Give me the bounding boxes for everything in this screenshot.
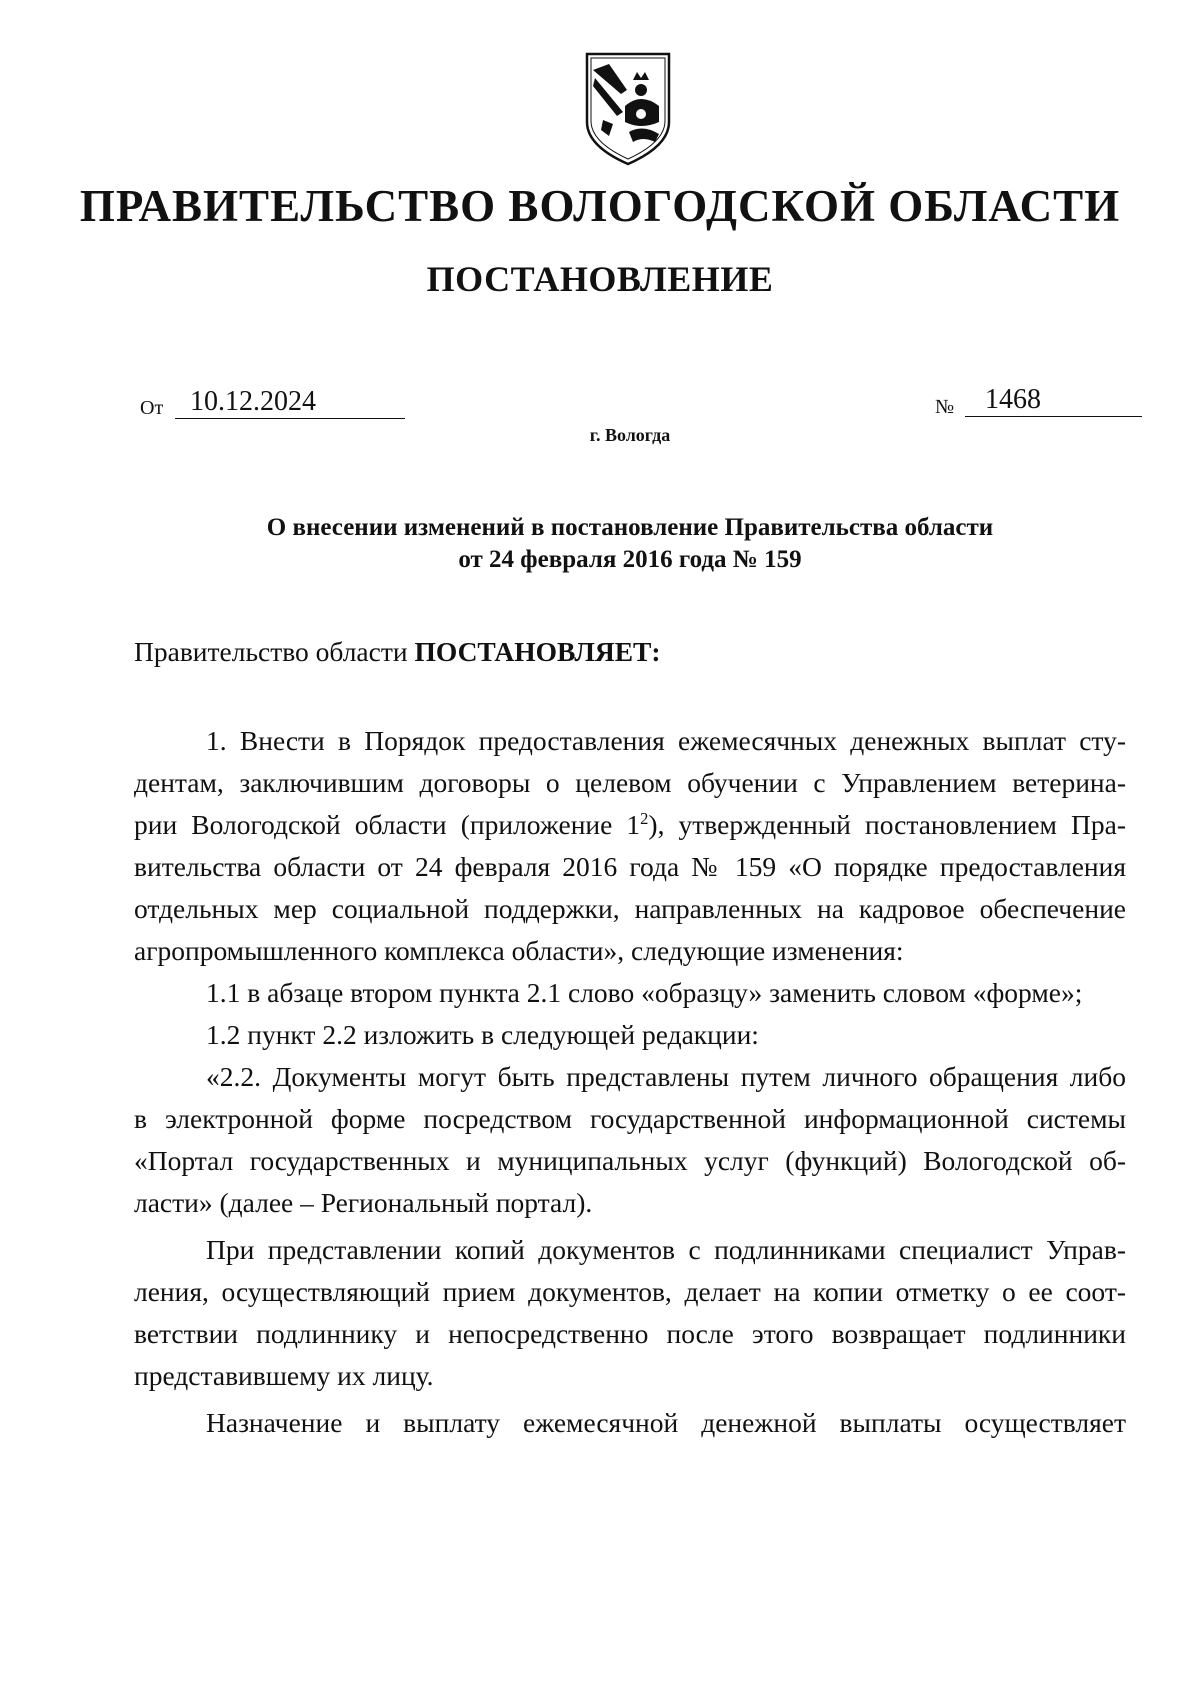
paragraph-line: вительства области от 24 февраля 2016 года № 159 «О порядке предоставления (134, 851, 1126, 882)
paragraph-line: ласти» (далее – Региональный портал). (134, 1187, 593, 1218)
paragraph-line: агропромышленного комплекса области», следующие изменения: (134, 935, 904, 966)
preamble-text: Правительство области (134, 636, 408, 667)
paragraph-line: При представлении копий документов с подлинниками специалист Управ- (206, 1234, 1126, 1265)
paragraph-line: 1.1 в абзаце втором пункта 2.1 слово «образцу» заменить словом «форме»; (206, 977, 1083, 1008)
superscript: 2 (640, 808, 649, 828)
number-value: 1468 (965, 383, 1142, 417)
paragraph-line: Назначение и выплату ежемесячной денежной выплаты осуществляет (206, 1407, 1126, 1438)
subject-line: от 24 февраля 2016 года № 159 (458, 546, 802, 573)
paragraph-line: дентам, заключившим договоры о целевом обучении с Управлением ветерина- (134, 767, 1126, 798)
paragraph-line (134, 809, 1126, 841)
city: г. Вологда (589, 425, 671, 445)
paragraph-line: отдельных мер социальной поддержки, направленных на кадровое обеспечение (134, 893, 1126, 924)
coat-of-arms-icon (583, 50, 673, 168)
paragraph-line: в электронной форме посредством государственной информационной системы (134, 1103, 1126, 1134)
paragraph-line: ления, осуществляющий прием документов, делает на копии отметку о ее соот- (134, 1276, 1126, 1307)
paragraph-text: ), утвержденный постановлением Пра- (648, 809, 1127, 840)
number-prefix: № (935, 396, 955, 418)
paragraph-line: 1. Внести в Порядок предоставления ежемесячных денежных выплат сту- (206, 725, 1126, 756)
paragraph-line: представившему их лицу. (134, 1360, 434, 1391)
document-subject (0, 512, 1200, 576)
organization-title: ПРАВИТЕЛЬСТВО ВОЛОГОДСКОЙ ОБЛАСТИ (79, 181, 1121, 231)
subject-line: О внесении изменений в постановление Правительства области (266, 514, 994, 541)
paragraph-line: 1.2 пункт 2.2 изложить в следующей редакции: (206, 1019, 759, 1050)
paragraph-line: «Портал государственных и муниципальных услуг (функций) Вологодской об- (134, 1145, 1126, 1176)
paragraph-line: ветствии подлиннику и непосредственно после этого возвращает подлинники (134, 1318, 1126, 1349)
date-value: 10.12.2024 (175, 385, 405, 419)
preamble-verb: ПОСТАНОВЛЯЕТ: (414, 636, 661, 667)
document-type: ПОСТАНОВЛЕНИЕ (426, 259, 774, 299)
paragraph-text: рии Вологодской области (приложение 1 (134, 809, 641, 840)
paragraph-line: «2.2. Документы могут быть представлены путем личного обращения либо (206, 1061, 1126, 1092)
date-prefix: От (140, 397, 164, 419)
preamble (134, 636, 661, 668)
